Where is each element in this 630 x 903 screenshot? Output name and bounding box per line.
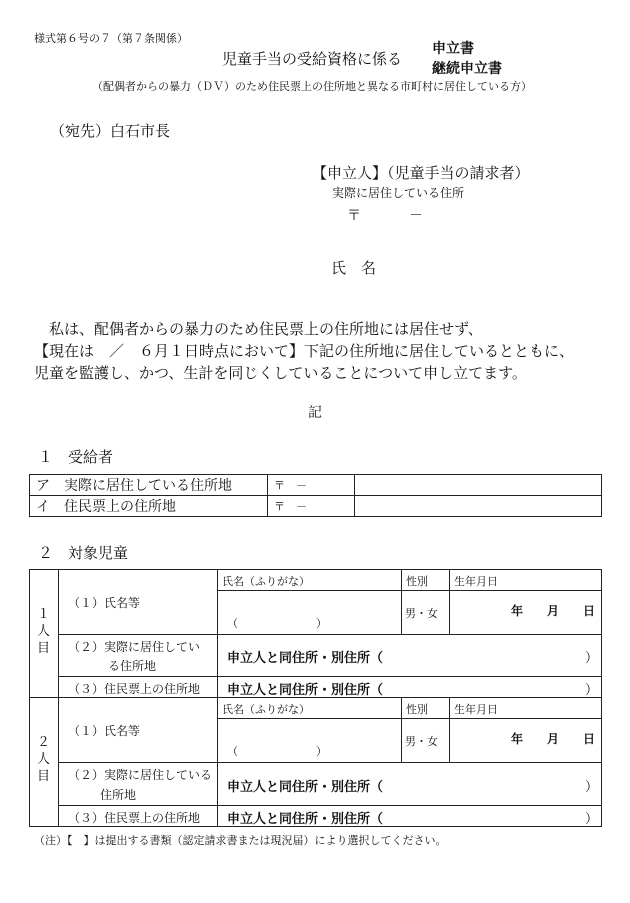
child-1-actual-addr-label-1: （２）実際に居住してい	[68, 640, 201, 654]
child-1-sex-value[interactable]: 男・女	[405, 607, 438, 620]
child-2-furigana-paren-close: ）	[316, 745, 327, 758]
child-1-name-item: （１）氏名等	[68, 596, 141, 610]
child-2-name-item: （１）氏名等	[68, 724, 141, 738]
form-number: 様式第６号の７（第７条関係）	[34, 32, 188, 45]
child-2-registered-addr-close: ）	[585, 812, 599, 827]
child-2-index: ２人目	[37, 735, 51, 784]
child-1-index: １人目	[37, 607, 51, 656]
section1-heading: １ 受給者	[38, 448, 114, 466]
child-2-dob-header: 生年月日	[454, 703, 498, 716]
registered-address-postal[interactable]: 〒 －	[268, 496, 355, 517]
child-2-registered-addr-value[interactable]: 申立人と同住所・別住所（	[227, 812, 384, 827]
registered-address-field[interactable]	[355, 496, 602, 517]
child-1-dob-value[interactable]: 年 月 日	[511, 604, 596, 618]
registered-address-label: イ 住民票上の住所地	[30, 496, 268, 517]
child-2-actual-addr-value[interactable]: 申立人と同住所・別住所（	[227, 780, 384, 795]
child-2-furigana-header: 氏名（ふりがな）	[222, 703, 310, 716]
statement-line-3: 児童を監護し、かつ、生計を同じくしていることについて申し立てます。	[34, 364, 527, 382]
postal-mark: 〒	[347, 208, 361, 224]
child-1-sex-header: 性別	[406, 575, 428, 588]
applicant-address-label: 実際に居住している住所	[332, 186, 465, 200]
child-1-actual-addr-label-2: る住所地	[108, 659, 157, 673]
child-1-registered-addr-close: ）	[585, 683, 599, 698]
child-2-sex-header: 性別	[406, 703, 428, 716]
statement-line-1: 私は、配偶者からの暴力のため住民票上の住所地には居住せず、	[34, 320, 483, 338]
addressee: （宛先）白石市長	[50, 122, 171, 140]
child-1-actual-addr-close: ）	[585, 651, 599, 666]
ki-mark: 記	[308, 405, 322, 421]
statement-line-2: 【現在は ／ ６月１日時点において】下記の住所地に居住しているとともに、	[34, 342, 575, 360]
child-1-registered-addr-value[interactable]: 申立人と同住所・別住所（	[227, 683, 384, 698]
child-2-furigana-paren-open: （	[227, 745, 238, 758]
applicant-label: 【申立人】（児童手当の請求者）	[312, 164, 530, 182]
form-subtitle: （配偶者からの暴力（ＤＶ）のため住民票上の住所地と異なる市町村に居住している方）	[92, 80, 532, 93]
child-1-furigana-paren-close: ）	[316, 617, 327, 630]
child-1-dob-header: 生年月日	[454, 575, 498, 588]
postal-dash: －	[409, 208, 423, 224]
title-option-application: 申立書	[432, 41, 474, 57]
child-2-sex-value[interactable]: 男・女	[405, 735, 438, 748]
child-2-actual-addr-label-2: 住所地	[100, 788, 137, 802]
child-2-actual-addr-close: ）	[585, 780, 599, 795]
actual-address-field[interactable]	[355, 475, 602, 496]
child-2-dob-value[interactable]: 年 月 日	[511, 732, 596, 746]
child-1-furigana-paren-open: （	[227, 617, 238, 630]
actual-address-postal[interactable]: 〒 －	[268, 475, 355, 496]
actual-address-label: ア 実際に居住している住所地	[30, 475, 268, 496]
child-1-registered-addr-label: （３）住民票上の住所地	[68, 682, 201, 696]
child-1-actual-addr-value[interactable]: 申立人と同住所・別住所（	[227, 651, 384, 666]
applicant-name-label: 氏 名	[331, 259, 377, 277]
title-option-continuation: 継続申立書	[432, 61, 502, 77]
footnote: （注）【 】は提出する書類（認定請求書または現況届）により選択してください。	[34, 834, 447, 847]
child-2-actual-addr-label-1: （２）実際に居住している	[68, 768, 213, 782]
child-2-registered-addr-label: （３）住民票上の住所地	[68, 811, 201, 825]
recipient-table	[29, 474, 602, 517]
section2-heading: ２ 対象児童	[38, 544, 129, 562]
child-1-furigana-header: 氏名（ふりがな）	[222, 575, 310, 588]
form-title: 児童手当の受給資格に係る	[222, 50, 403, 68]
